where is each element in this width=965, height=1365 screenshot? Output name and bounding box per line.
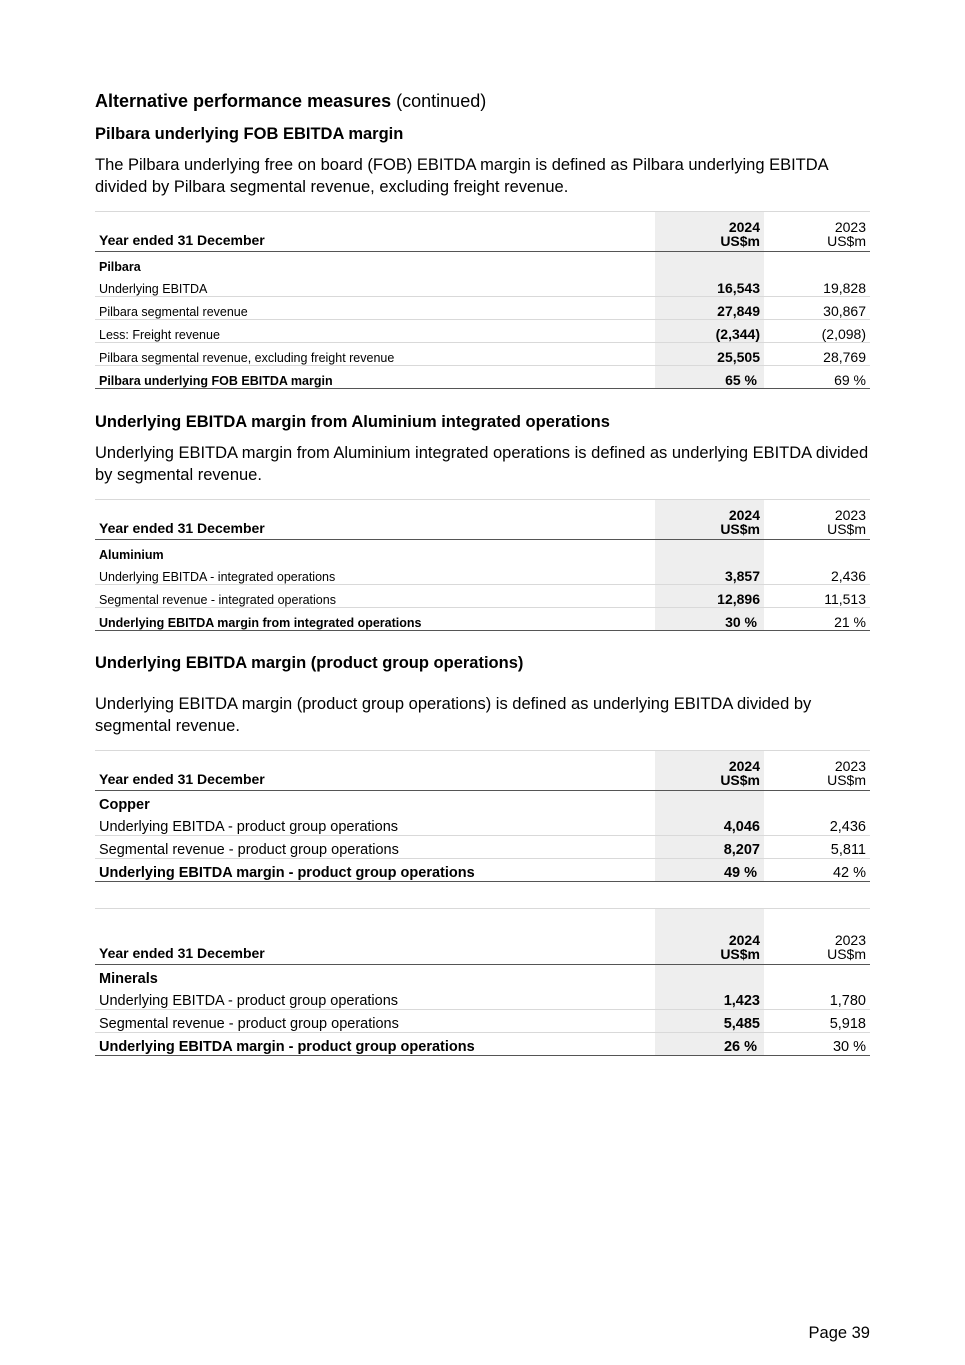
table-row (95, 274, 870, 297)
value-2024: 5,485 (655, 1010, 764, 1033)
column-header-year: 2024 (728, 507, 760, 523)
value-2023: 2,436 (764, 562, 870, 585)
column-header-year: 2023 (834, 507, 866, 523)
row-label: Underlying EBITDA - product group operations (95, 813, 655, 836)
column-header-unit: US$m (720, 233, 760, 249)
value-2024: 27,849 (655, 297, 764, 320)
total-value-2024: 49 % (655, 859, 764, 882)
column-header-2024 (655, 212, 764, 252)
column-header-year: 2023 (834, 758, 866, 774)
minerals-table (95, 908, 870, 1056)
column-header-label: Year ended 31 December (95, 909, 655, 965)
value-2023: 30,867 (764, 297, 870, 320)
column-header-year: 2024 (728, 932, 760, 948)
total-value-2023: 21 % (764, 608, 870, 631)
row-label: Segmental revenue - product group operations (95, 836, 655, 859)
table-row (95, 1010, 870, 1033)
table-header-row (95, 909, 870, 965)
value-2023: 19,828 (764, 274, 870, 297)
table-group-row (95, 791, 870, 814)
table-row (95, 320, 870, 343)
value-2024: 4,046 (655, 813, 764, 836)
table-group-row (95, 965, 870, 988)
total-value-2024: 26 % (655, 1033, 764, 1056)
value-2024: 8,207 (655, 836, 764, 859)
column-header-unit: US$m (720, 521, 760, 537)
table-header-row (95, 751, 870, 791)
table-group-row (95, 540, 870, 563)
value-2024: 1,423 (655, 987, 764, 1010)
value-2023: 11,513 (764, 585, 870, 608)
page-title-continued: (continued) (396, 91, 487, 111)
value-2023: 5,918 (764, 1010, 870, 1033)
row-label: Segmental revenue - integrated operations (95, 585, 655, 608)
value-2023: 1,780 (764, 987, 870, 1010)
value-2024: 25,505 (655, 343, 764, 366)
column-header-year: 2024 (728, 219, 760, 235)
value-2023: (2,098) (764, 320, 870, 343)
aluminium-table (95, 499, 870, 631)
column-header-2024 (655, 751, 764, 791)
table-group-row (95, 252, 870, 275)
column-header-unit: US$m (827, 233, 866, 249)
column-header-unit: US$m (827, 946, 866, 962)
pilbara-table (95, 211, 870, 389)
column-header-2024 (655, 500, 764, 540)
table-row (95, 585, 870, 608)
value-2023: 2,436 (764, 813, 870, 836)
total-value-2024: 65 % (655, 366, 764, 389)
group-label: Minerals (99, 971, 158, 987)
table-total-row (95, 1033, 870, 1056)
table-row (95, 297, 870, 320)
column-header-unit: US$m (720, 772, 760, 788)
table-row (95, 813, 870, 836)
total-value-2023: 69 % (764, 366, 870, 389)
column-header-2023 (764, 212, 870, 252)
value-2024: (2,344) (655, 320, 764, 343)
value-2024: 3,857 (655, 562, 764, 585)
column-header-2023 (764, 500, 870, 540)
copper-table (95, 750, 870, 882)
value-2023: 28,769 (764, 343, 870, 366)
column-header-unit: US$m (827, 521, 866, 537)
column-header-unit: US$m (720, 946, 760, 962)
section-heading-pilbara: Pilbara underlying FOB EBITDA margin (95, 125, 404, 143)
row-label: Pilbara segmental revenue, excluding freight revenue (95, 343, 655, 366)
section-description-aluminium: Underlying EBITDA margin from Aluminium integrated operations is defined as underlying EBITDA divided by segmental revenue. (95, 444, 869, 484)
section-description-product-group: Underlying EBITDA margin (product group operations) is defined as underlying EBITDA divided by segmental revenue. (95, 695, 812, 735)
column-header-year: 2023 (834, 219, 866, 235)
page-title (95, 91, 486, 112)
row-label: Less: Freight revenue (95, 320, 655, 343)
section-description-pilbara: The Pilbara underlying free on board (FOB) EBITDA margin is defined as Pilbara underlying EBITDA divided by Pilbara segmental revenue, excluding freight revenue. (95, 156, 828, 196)
group-label: Aluminium (99, 548, 164, 562)
column-header-2023 (764, 909, 870, 965)
column-header-year: 2024 (728, 758, 760, 774)
row-label: Segmental revenue - product group operations (95, 1010, 655, 1033)
value-2024: 12,896 (655, 585, 764, 608)
row-label: Underlying EBITDA - integrated operations (95, 562, 655, 585)
column-header-label: Year ended 31 December (95, 212, 655, 252)
row-label: Pilbara segmental revenue (95, 297, 655, 320)
table-row (95, 343, 870, 366)
total-label: Underlying EBITDA margin from integrated operations (95, 608, 655, 631)
total-value-2023: 42 % (764, 859, 870, 882)
table-header-row (95, 500, 870, 540)
total-label: Pilbara underlying FOB EBITDA margin (95, 366, 655, 389)
table-row (95, 836, 870, 859)
column-header-label: Year ended 31 December (95, 500, 655, 540)
table-header-row (95, 212, 870, 252)
section-heading-product-group: Underlying EBITDA margin (product group operations) (95, 654, 524, 672)
table-row (95, 987, 870, 1010)
section-heading-aluminium: Underlying EBITDA margin from Aluminium integrated operations (95, 413, 610, 431)
table-row (95, 562, 870, 585)
column-header-label: Year ended 31 December (95, 751, 655, 791)
table-total-row (95, 859, 870, 882)
total-value-2023: 30 % (764, 1033, 870, 1056)
column-header-2023 (764, 751, 870, 791)
row-label: Underlying EBITDA - product group operations (95, 987, 655, 1010)
total-label: Underlying EBITDA margin - product group operations (95, 1033, 655, 1056)
total-label: Underlying EBITDA margin - product group operations (95, 859, 655, 882)
row-label: Underlying EBITDA (95, 274, 655, 297)
table-total-row (95, 608, 870, 631)
group-label: Copper (99, 797, 150, 813)
value-2024: 16,543 (655, 274, 764, 297)
total-value-2024: 30 % (655, 608, 764, 631)
table-total-row (95, 366, 870, 389)
group-label: Pilbara (99, 260, 141, 274)
column-header-unit: US$m (827, 772, 866, 788)
column-header-2024 (655, 909, 764, 965)
column-header-year: 2023 (834, 932, 866, 948)
page-number: Page 39 (808, 1324, 870, 1342)
page-title-bold: Alternative performance measures (95, 91, 392, 111)
value-2023: 5,811 (764, 836, 870, 859)
